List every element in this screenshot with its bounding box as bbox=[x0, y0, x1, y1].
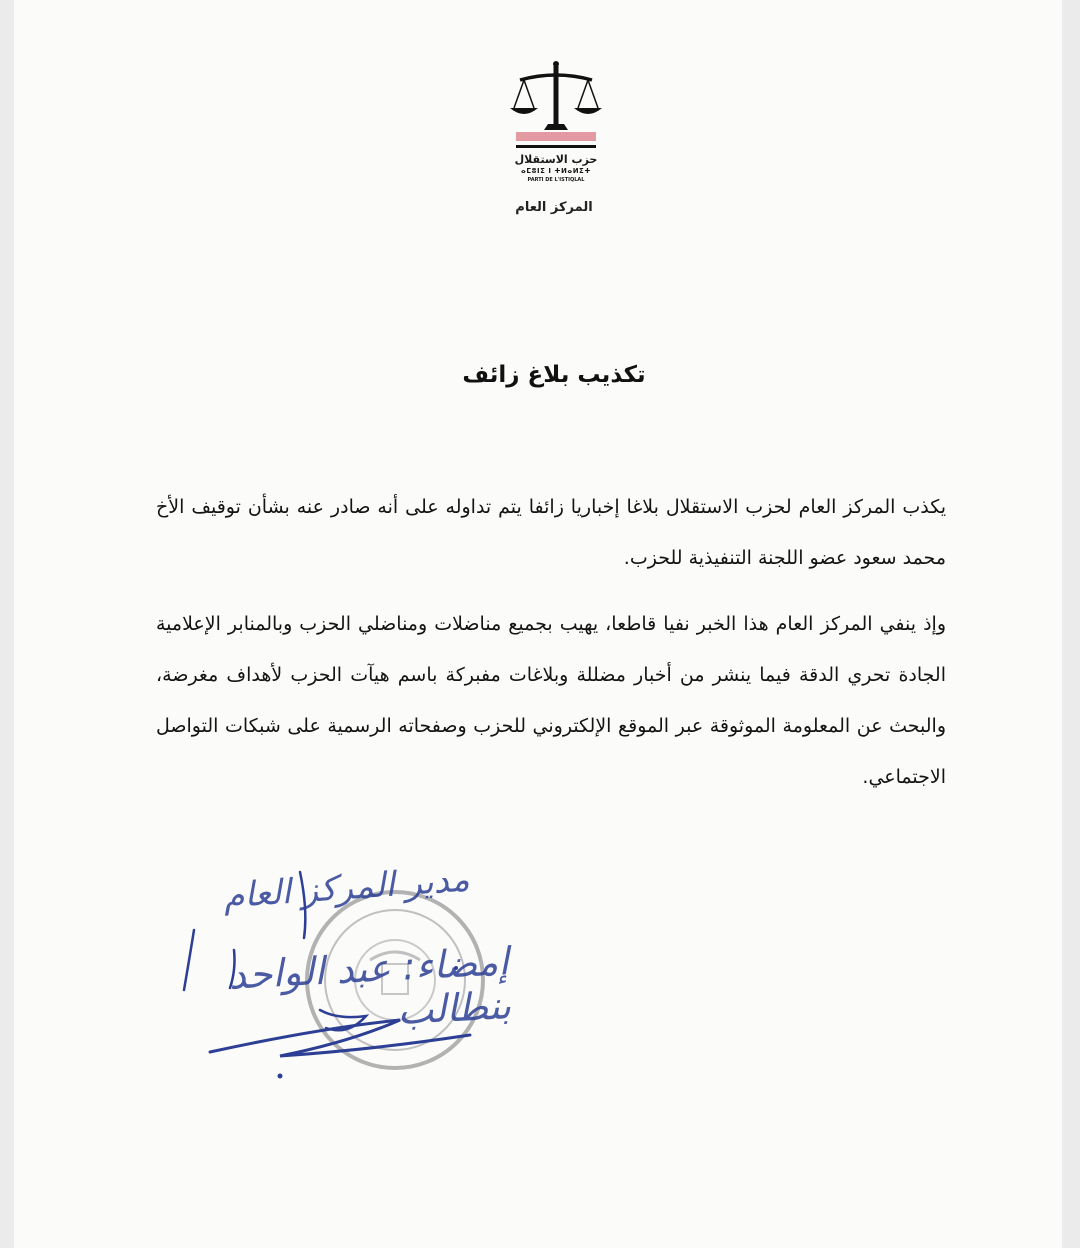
paragraph-2: وإذ ينفي المركز العام هذا الخبر نفيا قاطعا، يهيب بجميع مناضلات ومناضلي الحزب وبالمنابر الإعلامية الجادة تحري الدقة فيما ينشر من أخبار مضللة وبلاغات مفبركة باسم هيآت الحزب لأهداف مغرضة، والبحث عن المعلومة الموثوقة عبر الموقع الإلكتروني للحزب وصفحاته الرسمية على شبكات التواصل الاجتماعي. bbox=[156, 613, 946, 788]
party-name-arabic: حزب الاستقلال bbox=[514, 153, 598, 166]
document-body bbox=[156, 482, 946, 803]
signer-title: مدير المركز العام bbox=[222, 859, 472, 917]
party-logo bbox=[506, 58, 606, 190]
department-name: المركز العام bbox=[515, 200, 593, 215]
party-name-french: PARTI DE L'ISTIQLAL bbox=[527, 177, 585, 183]
document-title: تكذيب بلاغ زائف bbox=[462, 362, 646, 388]
paragraph-1: يكذب المركز العام لحزب الاستقلال بلاغا إخباريا زائفا يتم تداوله على أنه صادر عنه بشأن توقيف الأخ محمد سعود عضو اللجنة التنفيذية للحزب. bbox=[156, 496, 946, 569]
document-page bbox=[14, 0, 1062, 1248]
signature-block bbox=[170, 860, 560, 1100]
scales-of-justice-icon bbox=[506, 58, 606, 154]
party-name-tifinagh: ⴰⵎⵓⵏⵉ ⵏ ⵜⵍⴰⵍⵉⵜ bbox=[521, 167, 591, 175]
signer-name: إمضاء: عبد الواحد بنطالب bbox=[227, 939, 513, 1033]
